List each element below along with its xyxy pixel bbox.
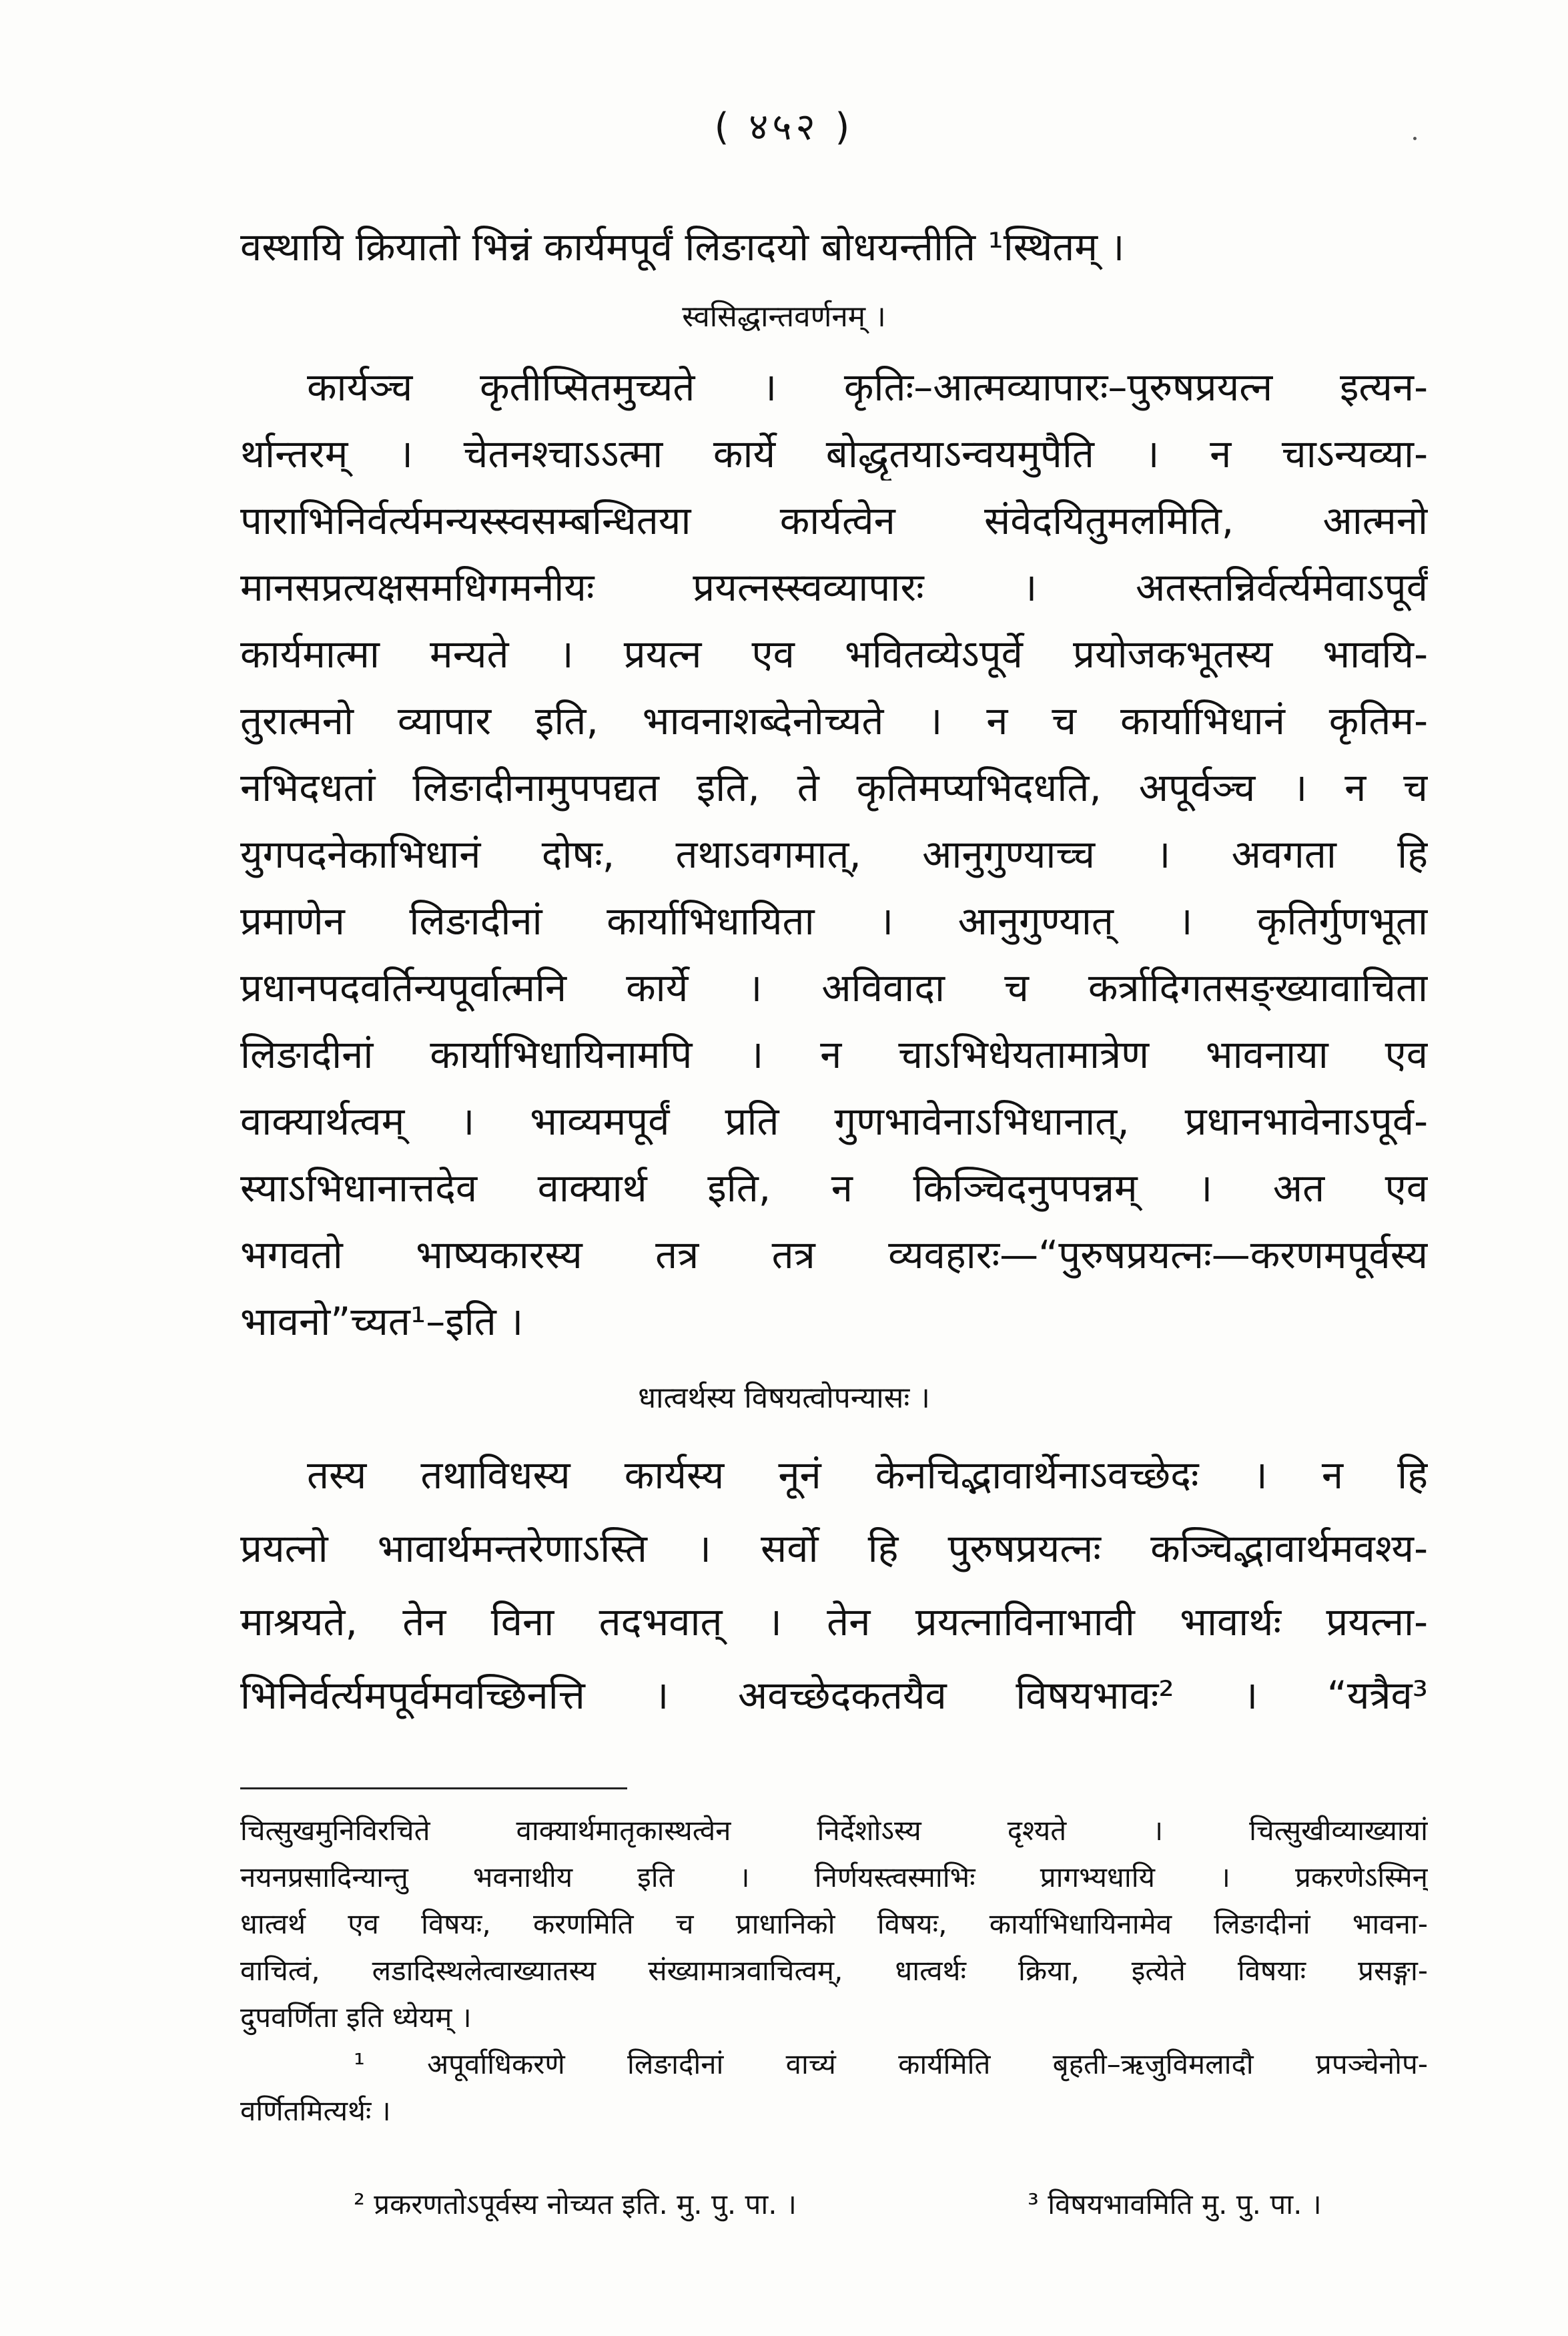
- body-line: वस्थायि क्रियातो भिन्नं कार्यमपूर्वं लिङादयो बोधयन्तीति ¹स्थितम् ।: [240, 224, 1125, 270]
- section-heading-own-doctrine: स्वसिद्धान्तवर्णनम् ।: [682, 300, 886, 334]
- body-line: पाराभिनिर्वर्त्यमन्यस्स्वसम्बन्धितया कार्यत्वेन संवेदयितुमलमिति, आत्मनो: [240, 498, 1428, 543]
- body-line: र्थान्तरम् । चेतनश्चाऽऽत्मा कार्ये बोद्धृतयाऽन्वयमुपैति । न चाऽन्यव्या-: [240, 431, 1428, 477]
- body-line: तुरात्मनो व्यापार इति, भावनाशब्देनोच्यते । न च कार्याभिधानं कृतिम-: [240, 698, 1428, 744]
- body-line: मानसप्रत्यक्षसमधिगमनीयः प्रयत्नस्स्वव्यापारः । अतस्तन्निर्वर्त्यमेवाऽपूर्वं: [240, 565, 1428, 610]
- footnote-1-line: ¹ अपूर्वाधिकरणे लिङादीनां वाच्यं कार्यमिति बृहती–ऋजुविमलादौ प्रपञ्चेनोप-: [354, 2048, 1428, 2080]
- body-line: भिनिर्वर्त्यमपूर्वमवच्छिनत्ति । अवच्छेदकतयैव विषयभावः² । “यत्रैव³: [240, 1673, 1428, 1718]
- body-line: कार्यञ्च कृतीप्सितमुच्यते । कृतिः–आत्मव्यापारः–पुरुषप्रयत्न इत्यन-: [307, 364, 1428, 410]
- body-line: माश्रयते, तेन विना तदभवात् । तेन प्रयत्नाविनाभावी भावार्थः प्रयत्ना-: [240, 1599, 1428, 1645]
- body-line: नभिदधतां लिङादीनामुपपद्यत इति, ते कृतिमप्यभिदधति, अपूर्वञ्च । न च: [240, 765, 1428, 810]
- body-line: भगवतो भाष्यकारस्य तत्र तत्र व्यवहारः—“पुरुषप्रयत्नः—करणमपूर्वस्य: [240, 1232, 1428, 1277]
- footnote-2: ² प्रकरणतोऽपूर्वस्य नोच्यत इति. मु. पु. पा. ।: [354, 2188, 797, 2221]
- footnote-2-3-row: [354, 2182, 1428, 2227]
- footnote-line: चित्सुखमुनिविरचिते वाक्यार्थमातृकास्थत्वेन निर्देशोऽस्य दृश्यते । चित्सुखीव्याख्यायां: [240, 1814, 1428, 1847]
- footnote-line: नयनप्रसादिन्यान्तु भवनाथीय इति । निर्णयस्त्वस्माभिः प्रागभ्यधायि । प्रकरणेऽस्मिन्: [240, 1861, 1428, 1893]
- body-line: लिङादीनां कार्याभिधायिनामपि । न चाऽभिधेयतामात्रेण भावनाया एव: [240, 1032, 1428, 1077]
- body-line: भावनो”च्यत¹–इति ।: [240, 1299, 524, 1344]
- footnote-line: दुपवर्णिता इति ध्येयम् ।: [240, 2001, 472, 2034]
- body-line: वाक्यार्थत्वम् । भाव्यमपूर्वं प्रति गुणभावेनाऽभिधानात्, प्रधानभावेनाऽपूर्व-: [240, 1099, 1428, 1144]
- body-line: युगपदनेकाभिधानं दोषः, तथाऽवगमात्, आनुगुण्याच्च । अवगता हि: [240, 832, 1428, 877]
- footnote-3: ³ विषयभावमिति मु. पु. पा. ।: [1028, 2188, 1322, 2221]
- footnote-line: वाचित्वं, लडादिस्थलेत्वाख्यातस्य संख्यामात्रवाचित्वम्, धात्वर्थः क्रिया, इत्येते विषयाः प्रसङ्गा-: [240, 1954, 1428, 1987]
- footnote-line: धात्वर्थ एव विषयः, करणमिति च प्राधानिको विषयः, कार्याभिधायिनामेव लिङादीनां भावना-: [240, 1908, 1428, 1940]
- body-line: तस्य तथाविधस्य कार्यस्य नूनं केनचिद्भावार्थेनाऽवच्छेदः । न हि: [307, 1452, 1428, 1498]
- body-line: प्रमाणेन लिङादीनां कार्याभिधायिता । आनुगुण्यात् । कृतिर्गुणभूता: [240, 898, 1428, 944]
- body-line: प्रधानपदवर्तिन्यपूर्वात्मनि कार्ये । अविवादा च कर्त्रादिगतसङ्ख्यावाचिता: [240, 965, 1428, 1010]
- body-line: कार्यमात्मा मन्यते । प्रयत्न एव भवितव्येऽपूर्वे प्रयोजकभूतस्य भावयि-: [240, 631, 1428, 677]
- section-heading-root-meaning: धात्वर्थस्य विषयत्वोपन्यासः ।: [638, 1381, 930, 1415]
- footnote-separator: [240, 1787, 627, 1789]
- page-number: ( ४५२ ): [714, 105, 854, 149]
- footnote-1-line: वर्णितमित्यर्थः ।: [240, 2094, 391, 2127]
- body-line: स्याऽभिधानात्तदेव वाक्यार्थ इति, न किञ्चिदनुपपन्नम् । अत एव: [240, 1165, 1428, 1211]
- body-line: प्रयत्नो भावार्थमन्तरेणाऽस्ति । सर्वो हि पुरुषप्रयत्नः कञ्चिद्भावार्थमवश्य-: [240, 1526, 1428, 1571]
